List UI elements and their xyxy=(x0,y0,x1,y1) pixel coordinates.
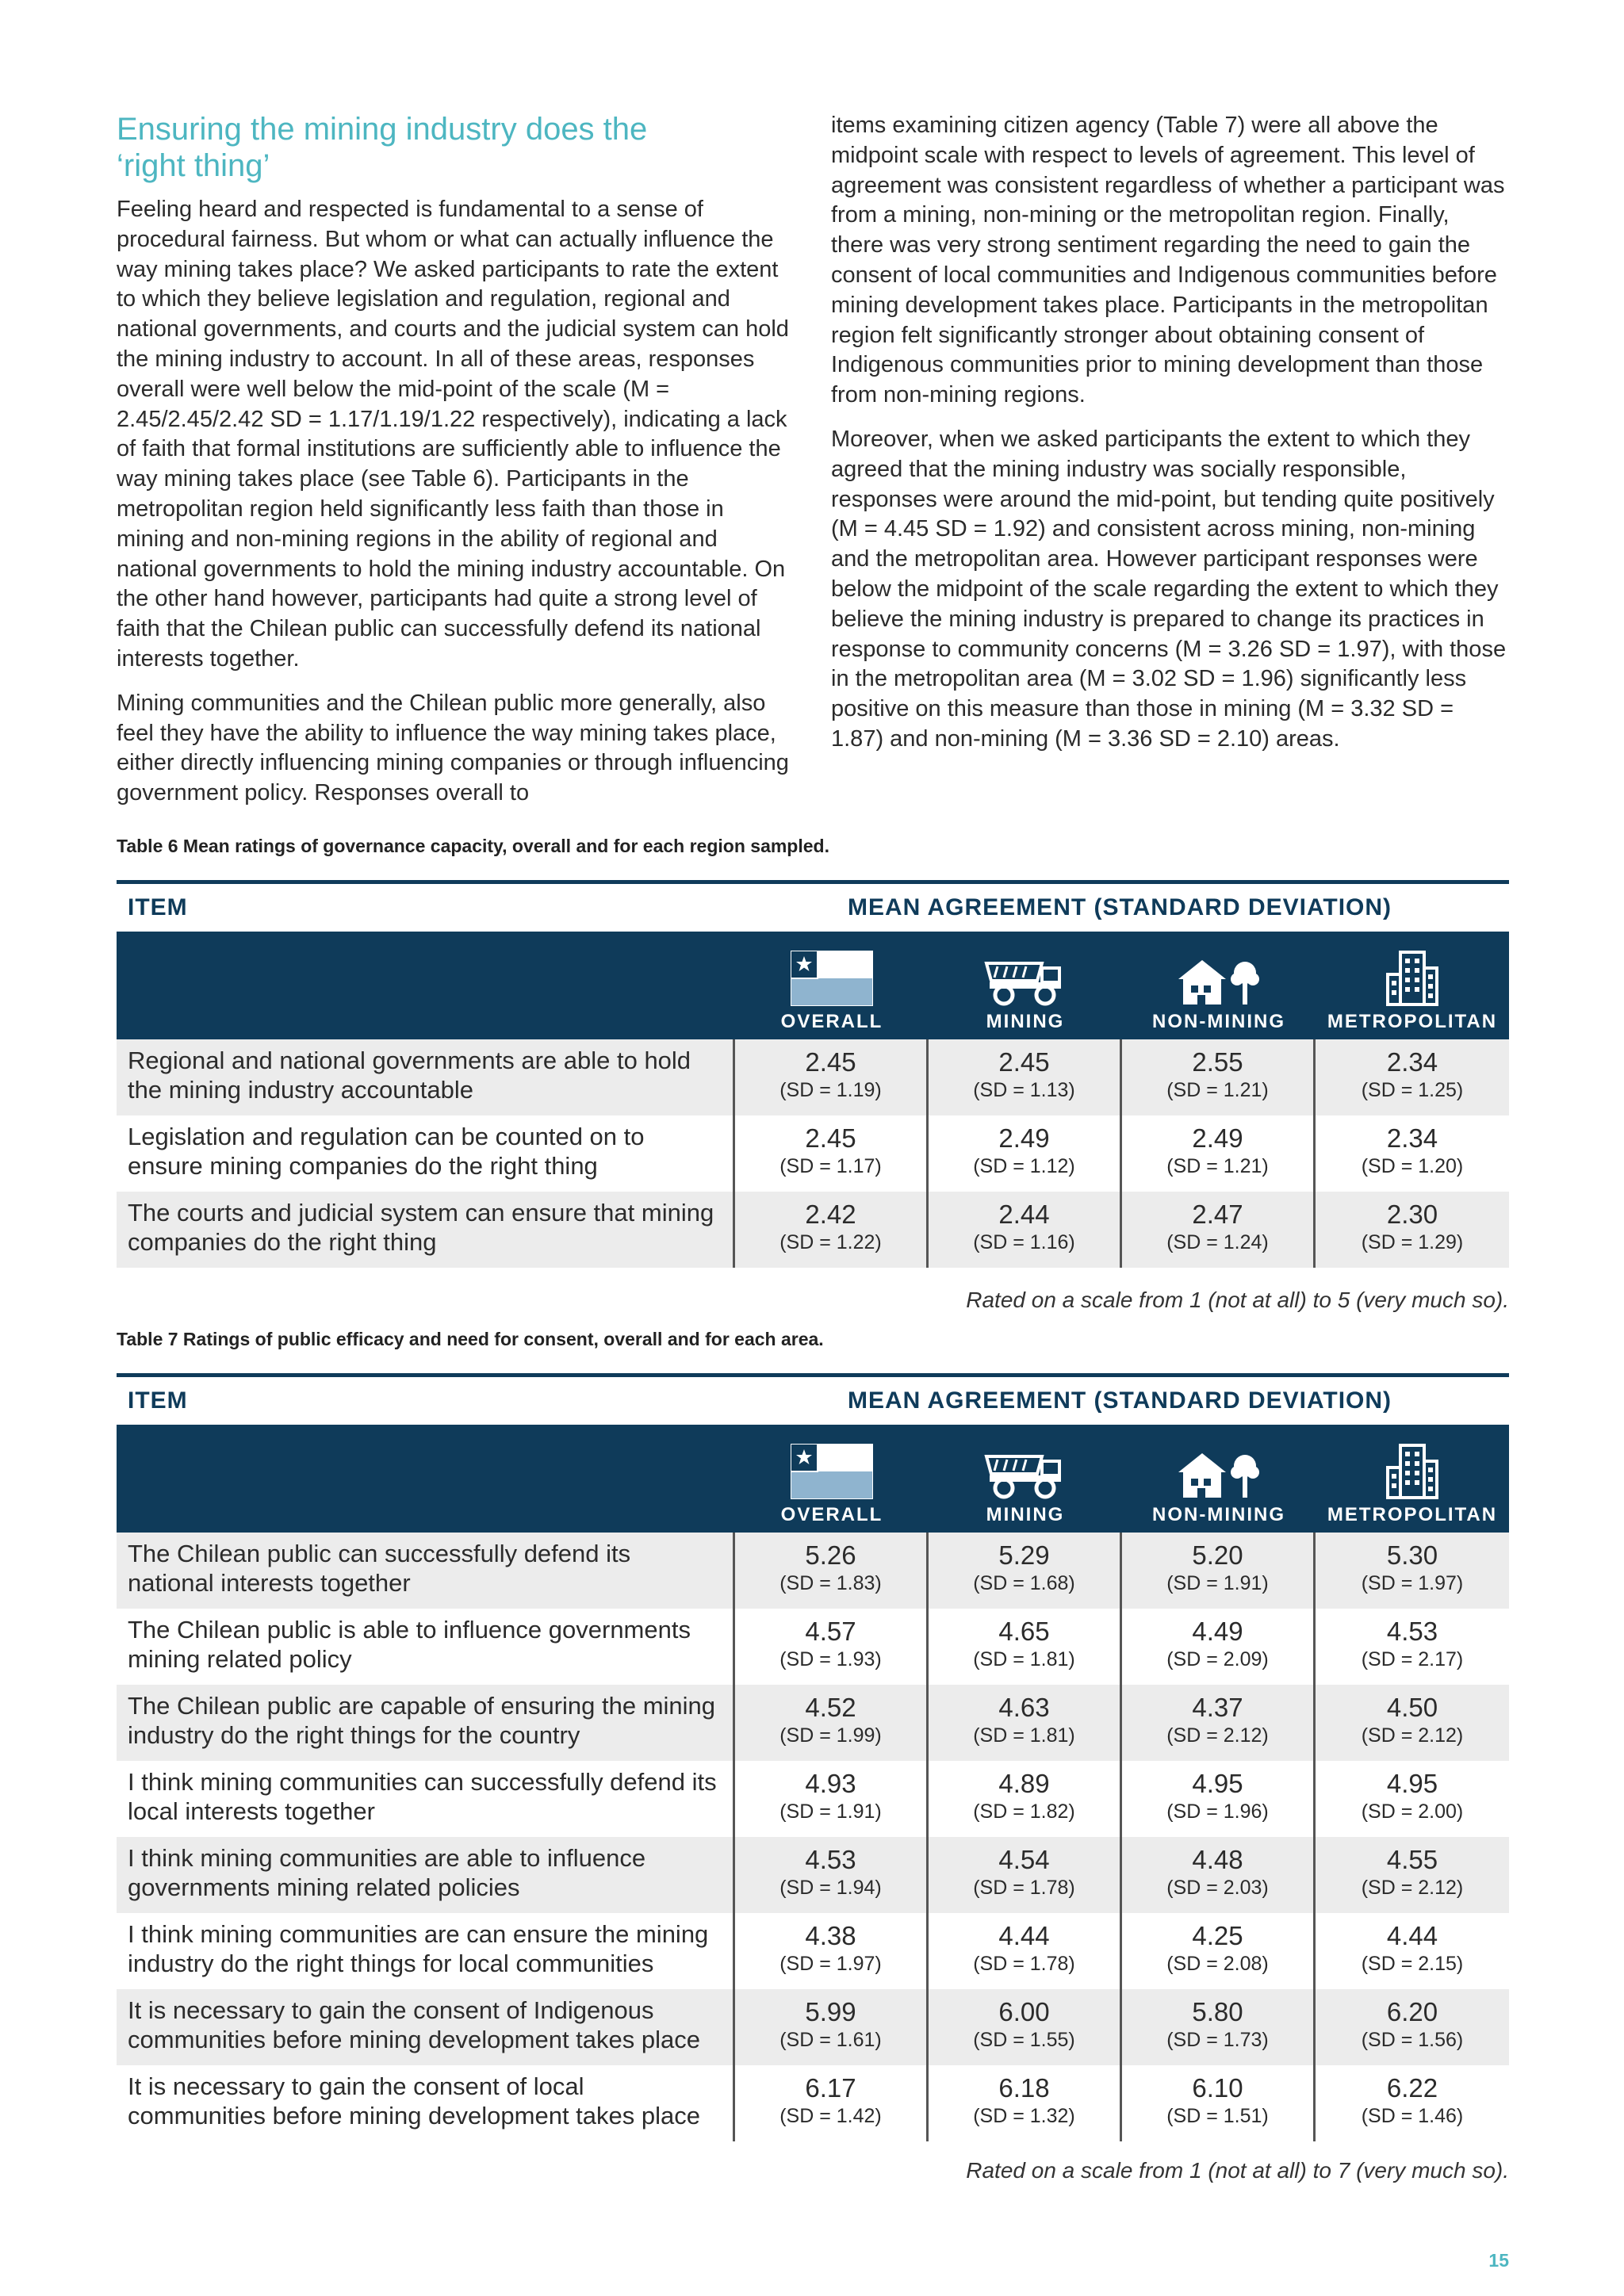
non-mining-cell xyxy=(1122,1989,1316,2065)
row-item-text: The Chilean public can successfully defend its national interests together xyxy=(117,1533,735,1609)
mining-cell xyxy=(929,1533,1122,1609)
table7-icon-band xyxy=(117,1425,1509,1533)
non-mining-cell xyxy=(1122,1609,1316,1685)
sd-value: (SD = 1.61) xyxy=(779,2029,882,2051)
sd-value: (SD = 1.51) xyxy=(1166,2105,1269,2127)
sd-value: (SD = 1.91) xyxy=(779,1800,882,1823)
row-item-text: The courts and judicial system can ensure that mining companies do the right thing xyxy=(117,1192,735,1268)
sd-value: (SD = 1.97) xyxy=(779,1953,882,1975)
mining-column-head xyxy=(929,932,1122,1039)
non-mining-cell xyxy=(1122,1685,1316,1761)
non-mining-cell xyxy=(1122,1533,1316,1609)
mean-value: 2.42 xyxy=(805,1200,856,1229)
mean-value: 5.26 xyxy=(805,1540,856,1570)
overall-cell xyxy=(735,1913,929,1989)
mean-value: 4.52 xyxy=(805,1693,856,1722)
mean-value: 4.55 xyxy=(1386,1845,1438,1874)
table7-footnote: Rated on a scale from 1 (not at all) to 7 (very much so). xyxy=(966,2158,1509,2183)
sd-value: (SD = 1.91) xyxy=(1166,1572,1269,1594)
chile-flag-icon xyxy=(791,1444,873,1499)
table-row xyxy=(117,1039,1509,1115)
metropolitan-label: METROPOLITAN xyxy=(1327,1504,1498,1525)
table7-caption: Table 7 Ratings of public efficacy and need for consent, overall and for each area. xyxy=(117,1329,824,1349)
mean-value: 6.20 xyxy=(1386,1997,1438,2026)
mean-value: 5.20 xyxy=(1192,1540,1243,1570)
mining-label: MINING xyxy=(986,1504,1065,1525)
metropolitan-cell xyxy=(1316,1913,1509,1989)
table7-body xyxy=(117,1533,1509,2141)
table-row xyxy=(117,1989,1509,2065)
sd-value: (SD = 1.97) xyxy=(1361,1572,1464,1594)
table6-icon-band xyxy=(117,932,1509,1039)
mining-cell xyxy=(929,2065,1122,2141)
table6-item-header: ITEM xyxy=(128,894,188,920)
metropolitan-cell xyxy=(1316,2065,1509,2141)
metropolitan-cell xyxy=(1316,1039,1509,1115)
metropolitan-cell xyxy=(1316,1115,1509,1192)
mean-value: 4.53 xyxy=(805,1845,856,1874)
mining-cell xyxy=(929,1837,1122,1913)
sd-value: (SD = 2.08) xyxy=(1166,1953,1269,1975)
mining-cell xyxy=(929,1913,1122,1989)
sd-value: (SD = 1.55) xyxy=(973,2029,1075,2051)
sd-value: (SD = 1.78) xyxy=(973,1953,1075,1975)
sd-value: (SD = 1.17) xyxy=(779,1155,882,1177)
non-mining-cell xyxy=(1122,1039,1316,1115)
metropolitan-cell xyxy=(1316,1609,1509,1685)
sd-value: (SD = 1.81) xyxy=(973,1648,1075,1670)
metropolitan-cell xyxy=(1316,1533,1509,1609)
mean-value: 4.44 xyxy=(1386,1921,1438,1950)
mean-value: 6.22 xyxy=(1386,2073,1438,2103)
sd-value: (SD = 1.12) xyxy=(973,1155,1075,1177)
sd-value: (SD = 1.83) xyxy=(779,1572,882,1594)
non-mining-cell xyxy=(1122,1761,1316,1837)
table-row xyxy=(117,1192,1509,1268)
metropolitan-cell xyxy=(1316,1837,1509,1913)
table6 xyxy=(117,880,1509,1268)
mean-value: 5.30 xyxy=(1386,1540,1438,1570)
mining-truck-icon xyxy=(982,957,1069,1006)
left-paragraph-2: Mining communities and the Chilean public more generally, also feel they have the ability to influence the way mining takes place, either directly influencing mining companies or through influencing government policy. Responses overall to xyxy=(117,690,789,806)
table-row xyxy=(117,1609,1509,1685)
sd-value: (SD = 2.12) xyxy=(1166,1724,1269,1747)
mean-value: 4.53 xyxy=(1386,1617,1438,1646)
sd-value: (SD = 1.99) xyxy=(779,1724,882,1747)
mining-column-head xyxy=(929,1425,1122,1533)
left-paragraph-1: Feeling heard and respected is fundamental to a sense of procedural fairness. But whom or what can actually influence the way mining takes place? We asked participants to rate the extent to which they believe legislation and regulation, regional and national governments, and courts and the judicial system can hold the mining industry to account. In all of these areas, responses overall were well below the mid-point of the scale (M = 2.45/2.45/2.42 SD = 1.17/1.19/1.22 respectively), indicating a lack of faith that formal institutions are sufficiently able to influence the way mining takes place (see Table 6). Participants in the metropolitan region held significantly less faith than those in mining and non-mining regions in the ability of regional and national governments to hold the mining industry accountable. On the other hand however, participants had quite a strong level of faith that the Chilean public can successfully defend its national interests together. xyxy=(117,197,789,672)
mean-value: 2.47 xyxy=(1192,1200,1243,1229)
mean-value: 4.38 xyxy=(805,1921,856,1950)
mean-value: 5.29 xyxy=(998,1540,1050,1570)
non-mining-cell xyxy=(1122,1837,1316,1913)
metropolitan-cell xyxy=(1316,1685,1509,1761)
chile-flag-icon xyxy=(791,951,873,1006)
mean-value: 4.44 xyxy=(998,1921,1050,1950)
overall-cell xyxy=(735,1533,929,1609)
sd-value: (SD = 1.81) xyxy=(973,1724,1075,1747)
sd-value: (SD = 1.93) xyxy=(779,1648,882,1670)
mean-value: 2.55 xyxy=(1192,1047,1243,1077)
mean-value: 4.65 xyxy=(998,1617,1050,1646)
sd-value: (SD = 1.24) xyxy=(1166,1231,1269,1253)
overall-cell xyxy=(735,1989,929,2065)
table7-mean-header: MEAN AGREEMENT (STANDARD DEVIATION) xyxy=(847,1387,1392,1414)
non-mining-label: NON-MINING xyxy=(1152,1504,1285,1525)
row-item-text: I think mining communities are can ensure the mining industry do the right things for local communities xyxy=(117,1913,735,1989)
metropolitan-column-head xyxy=(1316,1425,1509,1533)
non-mining-column-head xyxy=(1122,1425,1316,1533)
mean-value: 6.18 xyxy=(998,2073,1050,2103)
sd-value: (SD = 1.82) xyxy=(973,1800,1075,1823)
metropolitan-column-head xyxy=(1316,932,1509,1039)
non-mining-column-head xyxy=(1122,932,1316,1039)
overall-label: OVERALL xyxy=(780,1011,883,1032)
sd-value: (SD = 1.29) xyxy=(1361,1231,1464,1253)
mean-value: 5.99 xyxy=(805,1997,856,2026)
non-mining-cell xyxy=(1122,1913,1316,1989)
metropolitan-label: METROPOLITAN xyxy=(1327,1011,1498,1032)
house-tree-icon xyxy=(1175,1448,1262,1499)
sd-value: (SD = 1.25) xyxy=(1361,1079,1464,1101)
table7-header xyxy=(117,1373,1509,1425)
overall-cell xyxy=(735,1609,929,1685)
left-column xyxy=(117,111,792,823)
table6-header xyxy=(117,880,1509,932)
mean-value: 4.25 xyxy=(1192,1921,1243,1950)
sd-value: (SD = 1.21) xyxy=(1166,1155,1269,1177)
table-row xyxy=(117,1533,1509,1609)
mining-cell xyxy=(929,1192,1122,1268)
sd-value: (SD = 1.78) xyxy=(973,1877,1075,1899)
heading-line-1: Ensuring the mining industry does the xyxy=(117,112,648,147)
sd-value: (SD = 2.09) xyxy=(1166,1648,1269,1670)
sd-value: (SD = 1.19) xyxy=(779,1079,882,1101)
overall-cell xyxy=(735,1837,929,1913)
sd-value: (SD = 2.15) xyxy=(1361,1953,1464,1975)
sd-value: (SD = 1.68) xyxy=(973,1572,1075,1594)
mean-value: 2.30 xyxy=(1386,1200,1438,1229)
mining-label: MINING xyxy=(986,1011,1065,1032)
overall-column-head xyxy=(735,932,929,1039)
row-item-text: The Chilean public are capable of ensuring the mining industry do the right things for the country xyxy=(117,1685,735,1761)
sd-value: (SD = 2.03) xyxy=(1166,1877,1269,1899)
right-paragraph-1: items examining citizen agency (Table 7) were all above the midpoint scale with respect to levels of agreement. This level of agreement was consistent regardless of whether a participant was from a mining, non-mining or the metropolitan region. Finally, there was very strong sentiment regarding the need to gain the consent of local communities and Indigenous communities before mining development takes place. Participants in the metropolitan region felt significantly stronger about obtaining consent of Indigenous communities prior to mining development than those from non-mining regions. xyxy=(831,113,1505,408)
mean-value: 2.45 xyxy=(805,1047,856,1077)
table-row xyxy=(117,1761,1509,1837)
mean-value: 4.63 xyxy=(998,1693,1050,1722)
sd-value: (SD = 1.73) xyxy=(1166,2029,1269,2051)
mining-cell xyxy=(929,1115,1122,1192)
mean-value: 4.50 xyxy=(1386,1693,1438,1722)
building-icon xyxy=(1385,951,1440,1006)
sd-value: (SD = 1.94) xyxy=(779,1877,882,1899)
mean-value: 4.49 xyxy=(1192,1617,1243,1646)
mean-value: 2.45 xyxy=(805,1123,856,1153)
non-mining-cell xyxy=(1122,1192,1316,1268)
right-paragraph-2: Moreover, when we asked participants the extent to which they agreed that the mining industry was socially responsible, responses were around the mid-point, but tending quite positively (M = 4.45 SD = 1.92) and consistent across mining, non-mining and the metropolitan area. However participant responses were below the midpoint of the scale regarding the extent to which they believe the mining industry is prepared to change its practices in response to community concerns (M = 3.26 SD = 1.97), with those in the metropolitan area (M = 3.02 SD = 1.96) significantly less positive on this measure than those in mining (M = 3.32 SD = 1.87) and non-mining (M = 3.36 SD = 2.10) areas. xyxy=(831,426,1507,752)
heading-line-2: ‘right thing’ xyxy=(117,148,270,183)
sd-value: (SD = 1.46) xyxy=(1361,2105,1464,2127)
sd-value: (SD = 2.12) xyxy=(1361,1877,1464,1899)
row-item-text: The Chilean public is able to influence governments mining related policy xyxy=(117,1609,735,1685)
table6-body xyxy=(117,1039,1509,1268)
table6-footnote: Rated on a scale from 1 (not at all) to 5 (very much so). xyxy=(966,1288,1509,1312)
row-item-text: It is necessary to gain the consent of local communities before mining development takes place xyxy=(117,2065,735,2141)
row-item-text: Regional and national governments are able to hold the mining industry accountable xyxy=(117,1039,735,1115)
table-row xyxy=(117,1837,1509,1913)
mean-value: 6.17 xyxy=(805,2073,856,2103)
house-tree-icon xyxy=(1175,955,1262,1006)
table6-mean-header: MEAN AGREEMENT (STANDARD DEVIATION) xyxy=(847,894,1392,920)
overall-cell xyxy=(735,1039,929,1115)
mining-cell xyxy=(929,1039,1122,1115)
row-item-text: I think mining communities can successfully defend its local interests together xyxy=(117,1761,735,1837)
mean-value: 4.95 xyxy=(1386,1769,1438,1798)
overall-cell xyxy=(735,1192,929,1268)
row-item-text: It is necessary to gain the consent of Indigenous communities before mining development takes place xyxy=(117,1989,735,2065)
sd-value: (SD = 2.00) xyxy=(1361,1800,1464,1823)
sd-value: (SD = 1.56) xyxy=(1361,2029,1464,2051)
building-icon xyxy=(1385,1444,1440,1499)
sd-value: (SD = 1.42) xyxy=(779,2105,882,2127)
mean-value: 6.10 xyxy=(1192,2073,1243,2103)
mean-value: 2.49 xyxy=(998,1123,1050,1153)
sd-value: (SD = 2.17) xyxy=(1361,1648,1464,1670)
mean-value: 4.48 xyxy=(1192,1845,1243,1874)
table-row xyxy=(117,1685,1509,1761)
table7 xyxy=(117,1373,1509,2141)
sd-value: (SD = 1.16) xyxy=(973,1231,1075,1253)
mean-value: 2.34 xyxy=(1386,1123,1438,1153)
overall-label: OVERALL xyxy=(780,1504,883,1525)
table7-item-header: ITEM xyxy=(128,1387,188,1414)
overall-cell xyxy=(735,1761,929,1837)
mean-value: 4.95 xyxy=(1192,1769,1243,1798)
mean-value: 4.37 xyxy=(1192,1693,1243,1722)
mean-value: 2.49 xyxy=(1192,1123,1243,1153)
section-heading xyxy=(117,111,792,184)
mean-value: 4.89 xyxy=(998,1769,1050,1798)
mean-value: 2.44 xyxy=(998,1200,1050,1229)
mining-truck-icon xyxy=(982,1450,1069,1499)
mean-value: 5.80 xyxy=(1192,1997,1243,2026)
mean-value: 2.34 xyxy=(1386,1047,1438,1077)
table-row xyxy=(117,2065,1509,2141)
table-row xyxy=(117,1115,1509,1192)
table-row xyxy=(117,1913,1509,1989)
page-number: 15 xyxy=(1488,2250,1509,2271)
mean-value: 2.45 xyxy=(998,1047,1050,1077)
sd-value: (SD = 2.12) xyxy=(1361,1724,1464,1747)
overall-cell xyxy=(735,1685,929,1761)
overall-cell xyxy=(735,1115,929,1192)
mean-value: 4.93 xyxy=(805,1769,856,1798)
row-item-text: I think mining communities are able to influence governments mining related policies xyxy=(117,1837,735,1913)
mean-value: 4.57 xyxy=(805,1617,856,1646)
sd-value: (SD = 1.21) xyxy=(1166,1079,1269,1101)
mining-cell xyxy=(929,1761,1122,1837)
metropolitan-cell xyxy=(1316,1761,1509,1837)
mining-cell xyxy=(929,1609,1122,1685)
sd-value: (SD = 1.96) xyxy=(1166,1800,1269,1823)
mean-value: 4.54 xyxy=(998,1845,1050,1874)
overall-column-head xyxy=(735,1425,929,1533)
sd-value: (SD = 1.13) xyxy=(973,1079,1075,1101)
mining-cell xyxy=(929,1685,1122,1761)
row-item-text: Legislation and regulation can be counted on to ensure mining companies do the right thing xyxy=(117,1115,735,1192)
right-column xyxy=(831,111,1507,769)
metropolitan-cell xyxy=(1316,1192,1509,1268)
table6-caption: Table 6 Mean ratings of governance capacity, overall and for each region sampled. xyxy=(117,836,829,856)
mean-value: 6.00 xyxy=(998,1997,1050,2026)
non-mining-cell xyxy=(1122,1115,1316,1192)
non-mining-cell xyxy=(1122,2065,1316,2141)
sd-value: (SD = 1.22) xyxy=(779,1231,882,1253)
overall-cell xyxy=(735,2065,929,2141)
sd-value: (SD = 1.20) xyxy=(1361,1155,1464,1177)
sd-value: (SD = 1.32) xyxy=(973,2105,1075,2127)
metropolitan-cell xyxy=(1316,1989,1509,2065)
non-mining-label: NON-MINING xyxy=(1152,1011,1285,1032)
mining-cell xyxy=(929,1989,1122,2065)
